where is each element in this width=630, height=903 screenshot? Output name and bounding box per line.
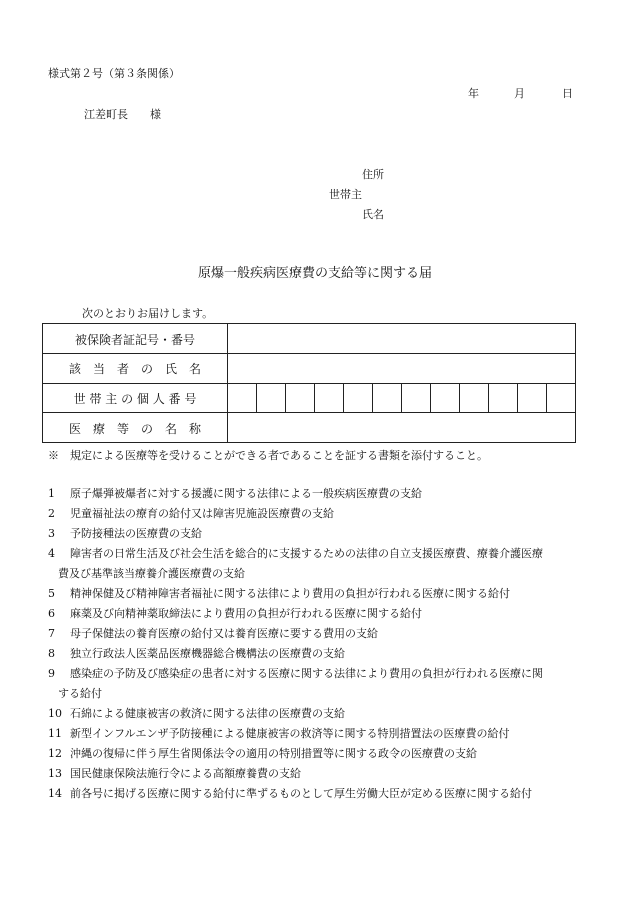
list-item-text: 石綿による健康被害の救済に関する法律の医療費の支給 bbox=[70, 707, 345, 720]
list-item-text: 感染症の予防及び感染症の患者に対する医療に関する法律により費用の負担が行われる医療に関 bbox=[70, 667, 543, 680]
list-item-continuation: 費及び基準該当療養介護医療費の支給 bbox=[58, 567, 245, 580]
list-item bbox=[48, 544, 578, 564]
list-item-number: 6 bbox=[48, 607, 55, 620]
list-item bbox=[48, 764, 578, 784]
list-item-text: 原子爆弾被爆者に対する援護に関する法律による一般疾病医療費の支給 bbox=[70, 487, 422, 500]
list-item bbox=[48, 664, 578, 684]
row-label-individual-number: 世 帯 主 の 個 人 番 号 bbox=[43, 384, 228, 413]
list-item-number: 4 bbox=[48, 547, 55, 560]
list-item-number: 2 bbox=[48, 507, 55, 520]
individual-number-digit-box[interactable] bbox=[460, 384, 489, 413]
addressee: 江差町長 様 bbox=[84, 108, 161, 121]
list-item bbox=[48, 624, 578, 644]
list-item-number: 8 bbox=[48, 647, 55, 660]
list-item-number: 14 bbox=[48, 787, 62, 800]
individual-number-digit-box[interactable] bbox=[518, 384, 547, 413]
list-item-number: 9 bbox=[48, 667, 55, 680]
patient-name-field[interactable] bbox=[228, 354, 575, 383]
list-item-text: 児童福祉法の療育の給付又は障害児施設医療費の支給 bbox=[70, 507, 334, 520]
list-item-number: 10 bbox=[48, 707, 62, 720]
list-item bbox=[48, 584, 578, 604]
table-row bbox=[43, 353, 575, 383]
list-item-text: 母子保健法の養育医療の給付又は養育医療に要する費用の支給 bbox=[70, 627, 378, 640]
table-row bbox=[43, 383, 575, 413]
row-label-medical-care-name: 医 療 等 の 名 称 bbox=[43, 413, 228, 443]
list-item-number: 12 bbox=[48, 747, 62, 760]
list-item bbox=[48, 704, 578, 724]
insurance-number-field[interactable] bbox=[228, 324, 575, 354]
individual-number-digit-box[interactable] bbox=[373, 384, 402, 413]
notification-table bbox=[42, 323, 576, 443]
list-item-number: 5 bbox=[48, 587, 55, 600]
list-item-text: 前各号に掲げる医療に関する給付に準ずるものとして厚生労働大臣が定める医療に関する給付 bbox=[70, 787, 532, 800]
list-item-text: 新型インフルエンザ予防接種による健康被害の救済等に関する特別措置法の医療費の給付 bbox=[70, 727, 510, 740]
list-item bbox=[48, 724, 578, 744]
address-label: 住所 bbox=[362, 168, 384, 181]
individual-number-digit-box[interactable] bbox=[431, 384, 460, 413]
list-item-text: 国民健康保険法施行令による高額療養費の支給 bbox=[70, 767, 301, 780]
list-item-text: 予防接種法の医療費の支給 bbox=[70, 527, 202, 540]
list-item-number: 7 bbox=[48, 627, 55, 640]
list-item-text: 精神保健及び精神障害者福祉に関する法律により費用の負担が行われる医療に関する給付 bbox=[70, 587, 510, 600]
individual-number-digit-box[interactable] bbox=[257, 384, 286, 413]
individual-number-digit-box[interactable] bbox=[547, 384, 575, 413]
list-item bbox=[48, 524, 578, 544]
household-head-label: 世帯主 bbox=[329, 188, 362, 201]
list-item bbox=[48, 784, 578, 804]
table-row bbox=[43, 324, 575, 354]
individual-number-digit-box[interactable] bbox=[315, 384, 344, 413]
list-item-text: 障害者の日常生活及び社会生活を総合的に支援するための法律の自立支援医療費、療養介護医療 bbox=[70, 547, 543, 560]
list-item bbox=[48, 504, 578, 524]
name-label: 氏名 bbox=[362, 208, 384, 221]
list-item bbox=[48, 744, 578, 764]
individual-number-digit-box[interactable] bbox=[228, 384, 257, 413]
list-item bbox=[48, 484, 578, 504]
row-label-patient-name: 該 当 者 の 氏 名 bbox=[43, 354, 228, 383]
intro-text: 次のとおりお届けします。 bbox=[82, 307, 214, 320]
form-number: 様式第２号（第３条関係） bbox=[48, 67, 180, 80]
medical-care-name-field[interactable] bbox=[228, 413, 575, 443]
individual-number-digit-box[interactable] bbox=[344, 384, 373, 413]
individual-number-digit-box[interactable] bbox=[286, 384, 315, 413]
list-item bbox=[48, 604, 578, 624]
attachment-note: ※ 規定による医療等を受けることができる者であることを証する書類を添付すること。 bbox=[48, 449, 488, 462]
date-year: 年 bbox=[468, 87, 479, 100]
document-title: 原爆一般疾病医療費の支給等に関する届 bbox=[197, 266, 432, 281]
list-item-text: 沖縄の復帰に伴う厚生省関係法令の適用の特別措置等に関する政令の医療費の支給 bbox=[70, 747, 477, 760]
individual-number-digit-box[interactable] bbox=[402, 384, 431, 413]
list-item-number: 3 bbox=[48, 527, 55, 540]
date-month: 月 bbox=[514, 87, 525, 100]
list-item-text: 麻薬及び向精神薬取締法により費用の負担が行われる医療に関する給付 bbox=[70, 607, 422, 620]
list-item bbox=[48, 644, 578, 664]
list-item-number: 11 bbox=[48, 727, 62, 740]
list-item-text: 独立行政法人医薬品医療機器総合機構法の医療費の支給 bbox=[70, 647, 345, 660]
list-item-continuation: する給付 bbox=[58, 687, 102, 700]
list-item-number: 13 bbox=[48, 767, 62, 780]
individual-number-digit-box[interactable] bbox=[489, 384, 518, 413]
row-label-insurance-number: 被保険者証記号・番号 bbox=[43, 324, 228, 354]
table-row bbox=[43, 412, 575, 443]
date-day: 日 bbox=[562, 87, 573, 100]
list-item-number: 1 bbox=[48, 487, 55, 500]
